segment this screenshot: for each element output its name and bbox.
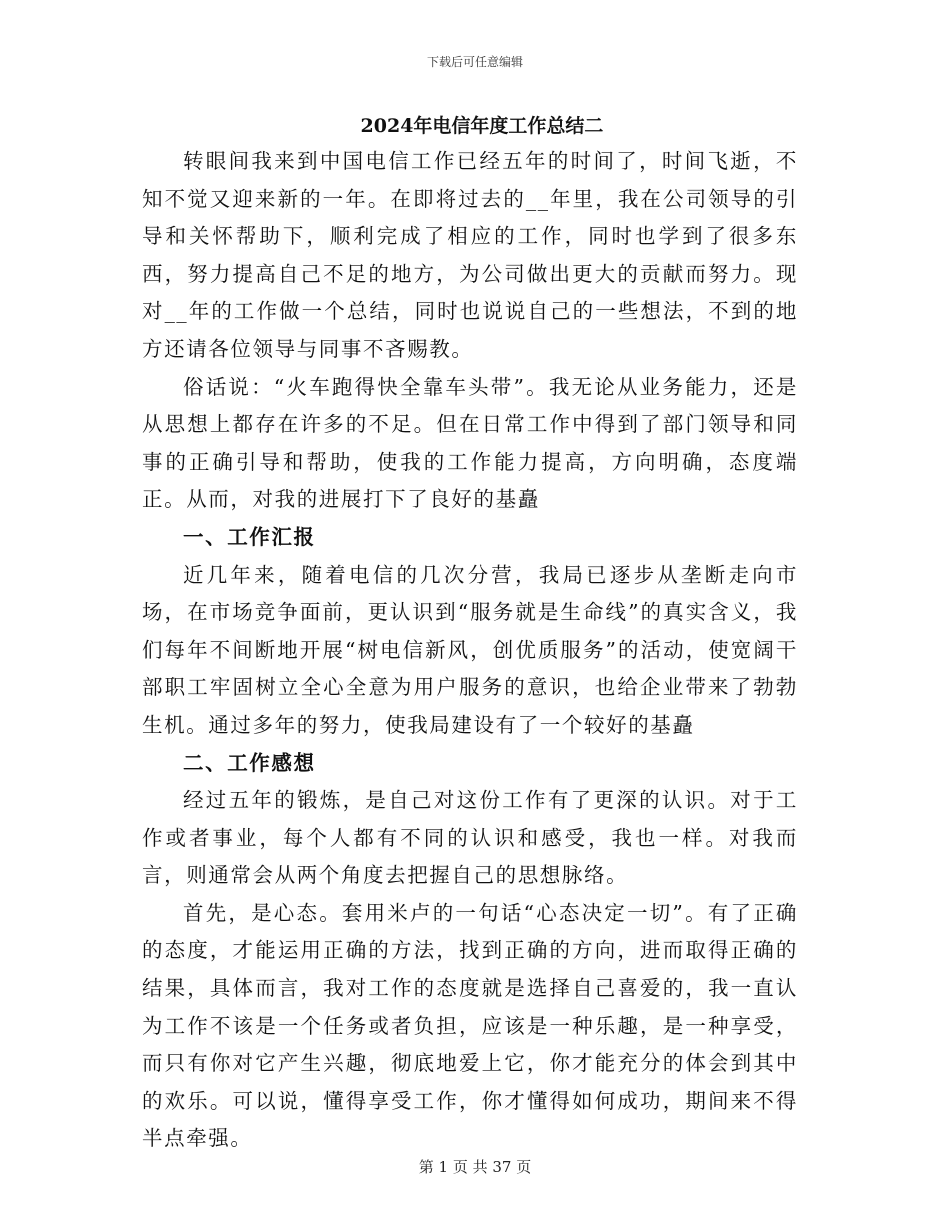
paragraph-proverb: 俗话说：“火车跑得快全靠车头带”。我无论从业务能力，还是从思想上都存在许多的不足。但在日常工作中得到了部门领导和同事的正确引导和帮助，使我的工作能力提高，方向明确，态度端正。从而，对我的进展打下了良好的基矗 bbox=[142, 374, 798, 512]
paragraph-intro: 转眼间我来到中国电信工作已经五年的时间了，时间飞逝，不知不觉又迎来新的一年。在即将过去的__年里，我在公司领导的引导和关怀帮助下，顺利完成了相应的工作，同时也学到了很多东西，努力提高自己不足的地方，为公司做出更大的贡献而努力。现对__年的工作做一个总结，同时也说说自己的一些想法，不到的地方还请各位领导与同事不吝赐教。 bbox=[142, 149, 798, 361]
paragraph-reflections: 经过五年的锻炼，是自己对这份工作有了更深的认识。对于工作或者事业，每个人都有不同的认识和感受，我也一样。对我而言，则通常会从两个角度去把握自己的思想脉络。 bbox=[142, 788, 798, 888]
section-heading-work-reflections: 二、工作感想 bbox=[183, 750, 316, 775]
section-heading-work-report: 一、工作汇报 bbox=[183, 524, 316, 549]
document-title: 2024年电信年度工作总结二 bbox=[360, 115, 604, 137]
paragraph-attitude: 首先，是心态。套用米卢的一句话“心态决定一切”。有了正确的态度，才能运用正确的方法，找到正确的方向，进而取得正确的结果，具体而言，我对工作的态度就是选择自己喜爱的，我一直认为工作不该是一个任务或者负担，应该是一种乐趣，是一种享受，而只有你对它产生兴趣，彻底地爱上它，你才能充分的体会到其中的欢乐。可以说，懂得享受工作，你才懂得如何成功，期间来不得半点牵强。 bbox=[142, 900, 798, 1151]
page-number-footer: 第 1 页 共 37 页 bbox=[418, 1158, 532, 1176]
page-header-note: 下载后可任意编辑 bbox=[426, 55, 523, 69]
document-body bbox=[142, 143, 798, 1158]
paragraph-work-report: 近几年来，随着电信的几次分营，我局已逐步从垄断走向市场，在市场竞争面前，更认识到“服务就是生命线”的真实含义，我们每年不间断地开展“树电信新风，创优质服务”的活动，使宽阔干部职工牢固树立全心全意为用户服务的意识，也给企业带来了勃勃生机。通过多年的努力，使我局建设有了一个较好的基矗 bbox=[142, 562, 798, 737]
